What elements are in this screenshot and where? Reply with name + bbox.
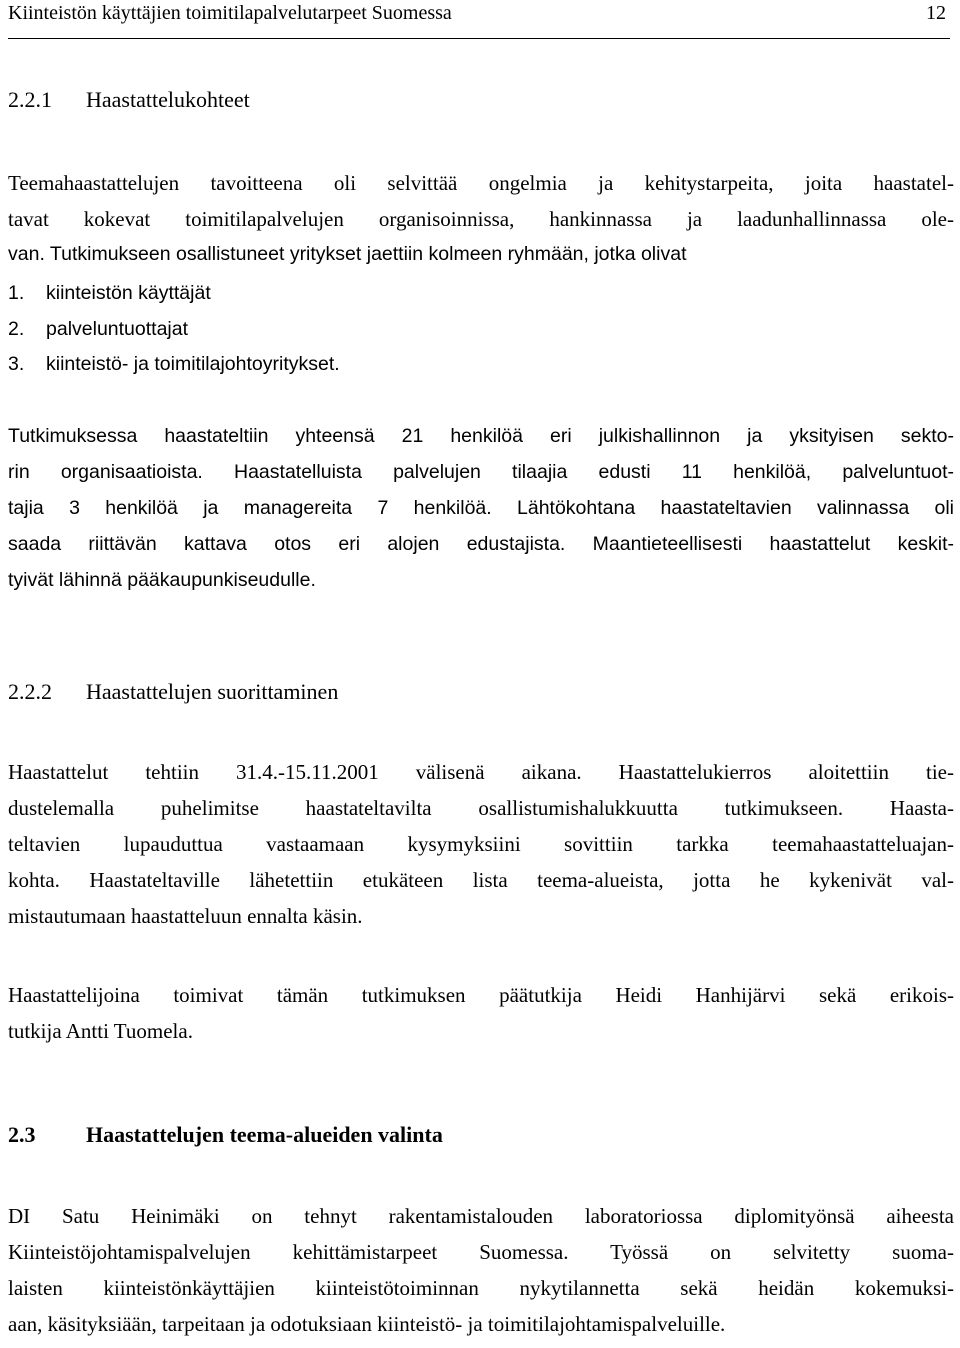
section-heading-2-2-1 (8, 87, 250, 113)
section-heading-2-3 (8, 1122, 443, 1148)
section-number: 2.2.1 (8, 87, 52, 112)
text-line: van. Tutkimukseen osallistuneet yritykset jaettiin kolmeen ryhmään, jotka olivat (8, 243, 687, 265)
text-line: tutkija Antti Tuomela. (8, 1019, 193, 1043)
section-number: 2.2.2 (8, 679, 52, 704)
text-line: Kiinteistöjohtamispalvelujen kehittämistarpeet Suomessa. Työssä on selvitetty suoma- (8, 1240, 954, 1264)
text-line: dustelemalla puhelimitse haastateltavilta osallistumishalukkuutta tutkimukseen. Haasta- (8, 796, 954, 820)
company-groups-list (8, 282, 340, 389)
text-line: tyivät lähinnä pääkaupunkiseudulle. (8, 569, 316, 591)
text-line: Tutkimuksessa haastateltiin yhteensä 21 henkilöä eri julkishallinnon ja yksityisen sekto- (8, 425, 954, 447)
text-line: mistautumaan haastatteluun ennalta käsin. (8, 904, 363, 928)
running-header (8, 0, 950, 39)
text-line: rin organisaatioista. Haastatelluista palvelujen tilaajia edusti 11 henkilöä, palveluntuot- (8, 461, 954, 483)
section-title: Haastattelujen suorittaminen (86, 679, 339, 704)
page-number: 12 (926, 2, 946, 24)
section-title: Haastattelujen teema-alueiden valinta (86, 1122, 443, 1147)
text-line: aan, käsityksiään, tarpeitaan ja odotuksiaan kiinteistö- ja toimitilajohtamispalveluille. (8, 1312, 726, 1336)
paragraph-interviewers (8, 983, 954, 1055)
list-item: 1. kiinteistön käyttäjät (8, 282, 211, 304)
paragraph-theme-selection (8, 1204, 954, 1348)
list-item: 2. palveluntuottajat (8, 317, 189, 340)
document-title: Kiinteistön käyttäjien toimitilapalvelutarpeet Suomessa (8, 2, 452, 24)
list-item: 3. kiinteistö- ja toimitilajohtoyritykset. (8, 353, 340, 375)
text-line: Haastattelijoina toimivat tämän tutkimuksen päätutkija Heidi Hanhijärvi sekä erikois- (8, 983, 954, 1007)
paragraph-interviewees (8, 425, 954, 605)
text-line: teltavien lupauduttua vastaamaan kysymyksiini sovittiin tarkka teemahaastatteluajan- (8, 832, 954, 856)
text-line: Teemahaastattelujen tavoitteena oli selvittää ongelmia ja kehitystarpeita, joita haastatel- (8, 171, 954, 195)
section-number: 2.3 (8, 1122, 36, 1147)
section-title: Haastattelukohteet (86, 87, 250, 112)
text-line: tavat kokevat toimitilapalvelujen organisoinnissa, hankinnassa ja laadunhallinnassa ole- (8, 207, 954, 231)
text-line: saada riittävän kattava otos eri alojen edustajista. Maantieteellisesti haastattelut keskit- (8, 533, 954, 555)
text-line: tajia 3 henkilöä ja managereita 7 henkilöä. Lähtökohtana haastateltavien valinnassa oli (8, 497, 954, 519)
text-line: kohta. Haastateltaville lähetettiin etukäteen lista teema-alueista, jotta he kykenivät val- (8, 868, 954, 892)
paragraph-interview-targets (8, 171, 954, 279)
section-heading-2-2-2 (8, 679, 338, 705)
paragraph-interview-execution (8, 760, 954, 940)
text-line: laisten kiinteistönkäyttäjien kiinteistötoiminnan nykytilannetta sekä heidän kokemuksi- (8, 1276, 954, 1300)
text-line: Haastattelut tehtiin 31.4.-15.11.2001 välisenä aikana. Haastattelukierros aloitettiin tie- (8, 760, 954, 784)
text-line: DI Satu Heinimäki on tehnyt rakentamistalouden laboratoriossa diplomityönsä aiheesta (8, 1204, 954, 1228)
